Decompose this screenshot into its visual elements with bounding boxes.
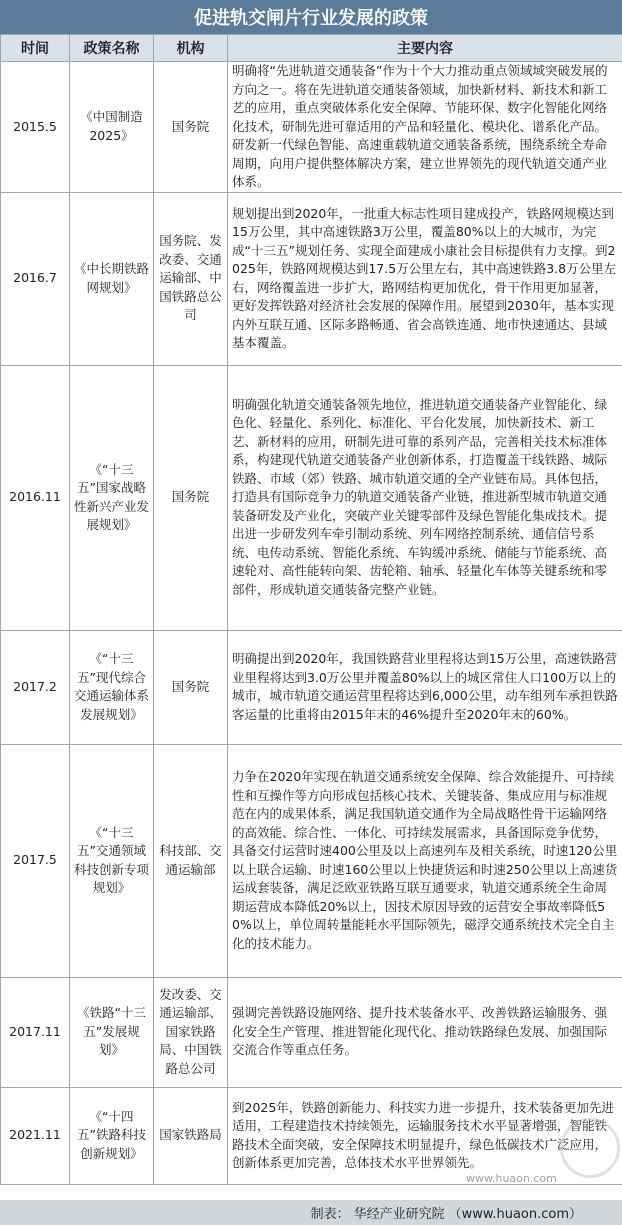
watermark-logo-icon bbox=[560, 1118, 620, 1178]
policy-table bbox=[0, 34, 622, 1185]
table-row bbox=[1, 630, 622, 744]
cell-content: 明确将“先进轨道交通装备”作为十个大力推动重点领域域突破发展的方向之一。将在先进轨道交通装备领域，加快新材料、新技术和新工艺的应用，重点突破体系化安全保障、节能环保、数字化智能化网络化技术，研制先进可靠适用的产品和轻量化、模块化、谱系化产品。研发新一代绿色智能、高速重载轨道交通装备系统，围绕系统全寿命周期，向用户提供整体解决方案，建立世界领先的现代轨道交通产业体系。 bbox=[228, 62, 622, 193]
table-row bbox=[1, 977, 622, 1087]
cell-organization: 国务院 bbox=[154, 62, 228, 193]
cell-content: 力争在2020年实现在轨道交通系统安全保障、综合效能提升、可持续性和互操作等方向形成包括核心技术、关键装备、集成应用与标准规范在内的成果体系，满足我国轨道交通作为全局战略性骨干运输网络的高效能、综合性、一体化、可持续发展需求，具备国际竞争优势，具备交付运营时速400公里及以上高速列车及相关系统，时速120公里以上联合运输、时速160公里以上快捷货运和时速250公里以上高速货运成套装备，满足泛欧亚铁路互联互通要求，轨道交通系统全生命周期运营成本降低20%以上，因技术原因导致的运营安全事故率降低50%以上，单位周转量能耗水平国际领先，磁浮交通系统技术完全自主化的技术能力。 bbox=[228, 744, 622, 977]
cell-policy-name: 《铁路“十三五”发展规划》 bbox=[70, 977, 154, 1087]
cell-organization: 国家铁路局 bbox=[154, 1087, 228, 1184]
cell-time: 2017.5 bbox=[1, 744, 70, 977]
cell-organization: 发改委、交通运输部、国家铁路局、中国铁路总公司 bbox=[154, 977, 228, 1087]
cell-policy-name: 《“十三五”交通领域科技创新专项规划》 bbox=[70, 744, 154, 977]
cell-time: 2021.11 bbox=[1, 1087, 70, 1184]
footer-source-name: 华经产业研究院 bbox=[353, 1207, 445, 1222]
cell-policy-name: 《“十四五”铁路科技创新规划》 bbox=[70, 1087, 154, 1184]
table-row bbox=[1, 744, 622, 977]
cell-policy-name: 《中长期铁路网规划》 bbox=[70, 192, 154, 365]
cell-organization: 国务院 bbox=[154, 630, 228, 744]
cell-policy-name: 《“十三五”国家战略性新兴产业发展规划》 bbox=[70, 365, 154, 630]
table-row bbox=[1, 365, 622, 630]
cell-content: 明确强化轨道交通装备领先地位，推进轨道交通装备产业智能化、绿色化、轻量化、系列化、标准化、平台化发展，加快新技术、新工艺、新材料的应用，研制先进可靠的系列产品，完善相关技术标准体系，构建现代轨道交通装备产业创新体系，打造覆盖干线铁路、城际铁路、市域（郊）铁路、城市轨道交通的全产业链布局。具体包括，打造具有国际竞争力的轨道交通装备产业链，推进新型城市轨道交通装备研发及产业化，突破产业关键零部件及绿色智能化集成技术。提出进一步研发列车牵引制动系统、列车网络控制系统、通信信号系统、电传动系统、智能化系统、车钩缓冲系统、储能与节能系统、高速轮对、高性能转向架、齿轮箱、轴承、轻量化车体等关键系统和零部件，形成轨道交通装备完整产业链。 bbox=[228, 365, 622, 630]
cell-policy-name: 《中国制造2025》 bbox=[70, 62, 154, 193]
cell-organization: 科技部、交通运输部 bbox=[154, 744, 228, 977]
cell-content: 到2025年，铁路创新能力、科技实力进一步提升，技术装备更加先进适用，工程建造技术持续领先，运输服务技术水平显著增强，智能铁路技术全面突破，安全保障技术明显提升，绿色低碳技术广泛应用，创新体系更加完善，总体技术水平世界领先。 bbox=[228, 1087, 622, 1184]
table-header-row bbox=[1, 35, 622, 62]
cell-time: 2017.2 bbox=[1, 630, 70, 744]
footer-source-url: （www.huaon.com） bbox=[448, 1207, 582, 1222]
footer-source bbox=[0, 1200, 622, 1225]
cell-content: 明确提出到2020年，我国铁路营业里程将达到15万公里，高速铁路营业里程将达到3.0万公里并覆盖80%以上的城区常住人口100万以上的城市，城市轨道交通运营里程将达到6,000公里，动车组列车承担铁路客运量的比重将由2015年末的46%提升至2020年末的60%。 bbox=[228, 630, 622, 744]
header-organization: 机构 bbox=[154, 35, 228, 62]
cell-organization: 国务院 bbox=[154, 365, 228, 630]
header-time: 时间 bbox=[1, 35, 70, 62]
cell-policy-name: 《“十三五”现代综合交通运输体系发展规划》 bbox=[70, 630, 154, 744]
cell-time: 2015.5 bbox=[1, 62, 70, 193]
header-content: 主要内容 bbox=[228, 35, 622, 62]
table-row bbox=[1, 1087, 622, 1184]
cell-content: 规划提出到2020年，一批重大标志性项目建成投产，铁路网规模达到15万公里，其中高速铁路3万公里，覆盖80%以上的大城市，为完成“十三五”规划任务、实现全面建成小康社会目标提供有力支撑。到2025年，铁路网规模达到17.5万公里左右，其中高速铁路3.8万公里左右，网络覆盖进一步扩大，路网结构更加优化，骨干作用更加显著，更好发挥铁路对经济社会发展的保障作用。展望到2030年，基本实现内外互联互通、区际多路畅通、省会高铁连通、地市快速通达、县域基本覆盖。 bbox=[228, 192, 622, 365]
page-title: 促进轨交闸片行业发展的政策 bbox=[0, 0, 622, 34]
cell-time: 2017.11 bbox=[1, 977, 70, 1087]
cell-content: 强调完善铁路设施网络、提升技术装备水平、改善铁路运输服务、强化安全生产管理、推进智能化现代化、推动铁路绿色发展、加强国际交流合作等重点任务。 bbox=[228, 977, 622, 1087]
table-row bbox=[1, 192, 622, 365]
table-row bbox=[1, 62, 622, 193]
watermark-text: www.huaon.com bbox=[466, 1172, 557, 1185]
footer-label: 制表： bbox=[310, 1207, 350, 1222]
cell-organization: 国务院、发改委、交通运输部、中国铁路总公司 bbox=[154, 192, 228, 365]
cell-time: 2016.7 bbox=[1, 192, 70, 365]
cell-time: 2016.11 bbox=[1, 365, 70, 630]
header-policy-name: 政策名称 bbox=[70, 35, 154, 62]
